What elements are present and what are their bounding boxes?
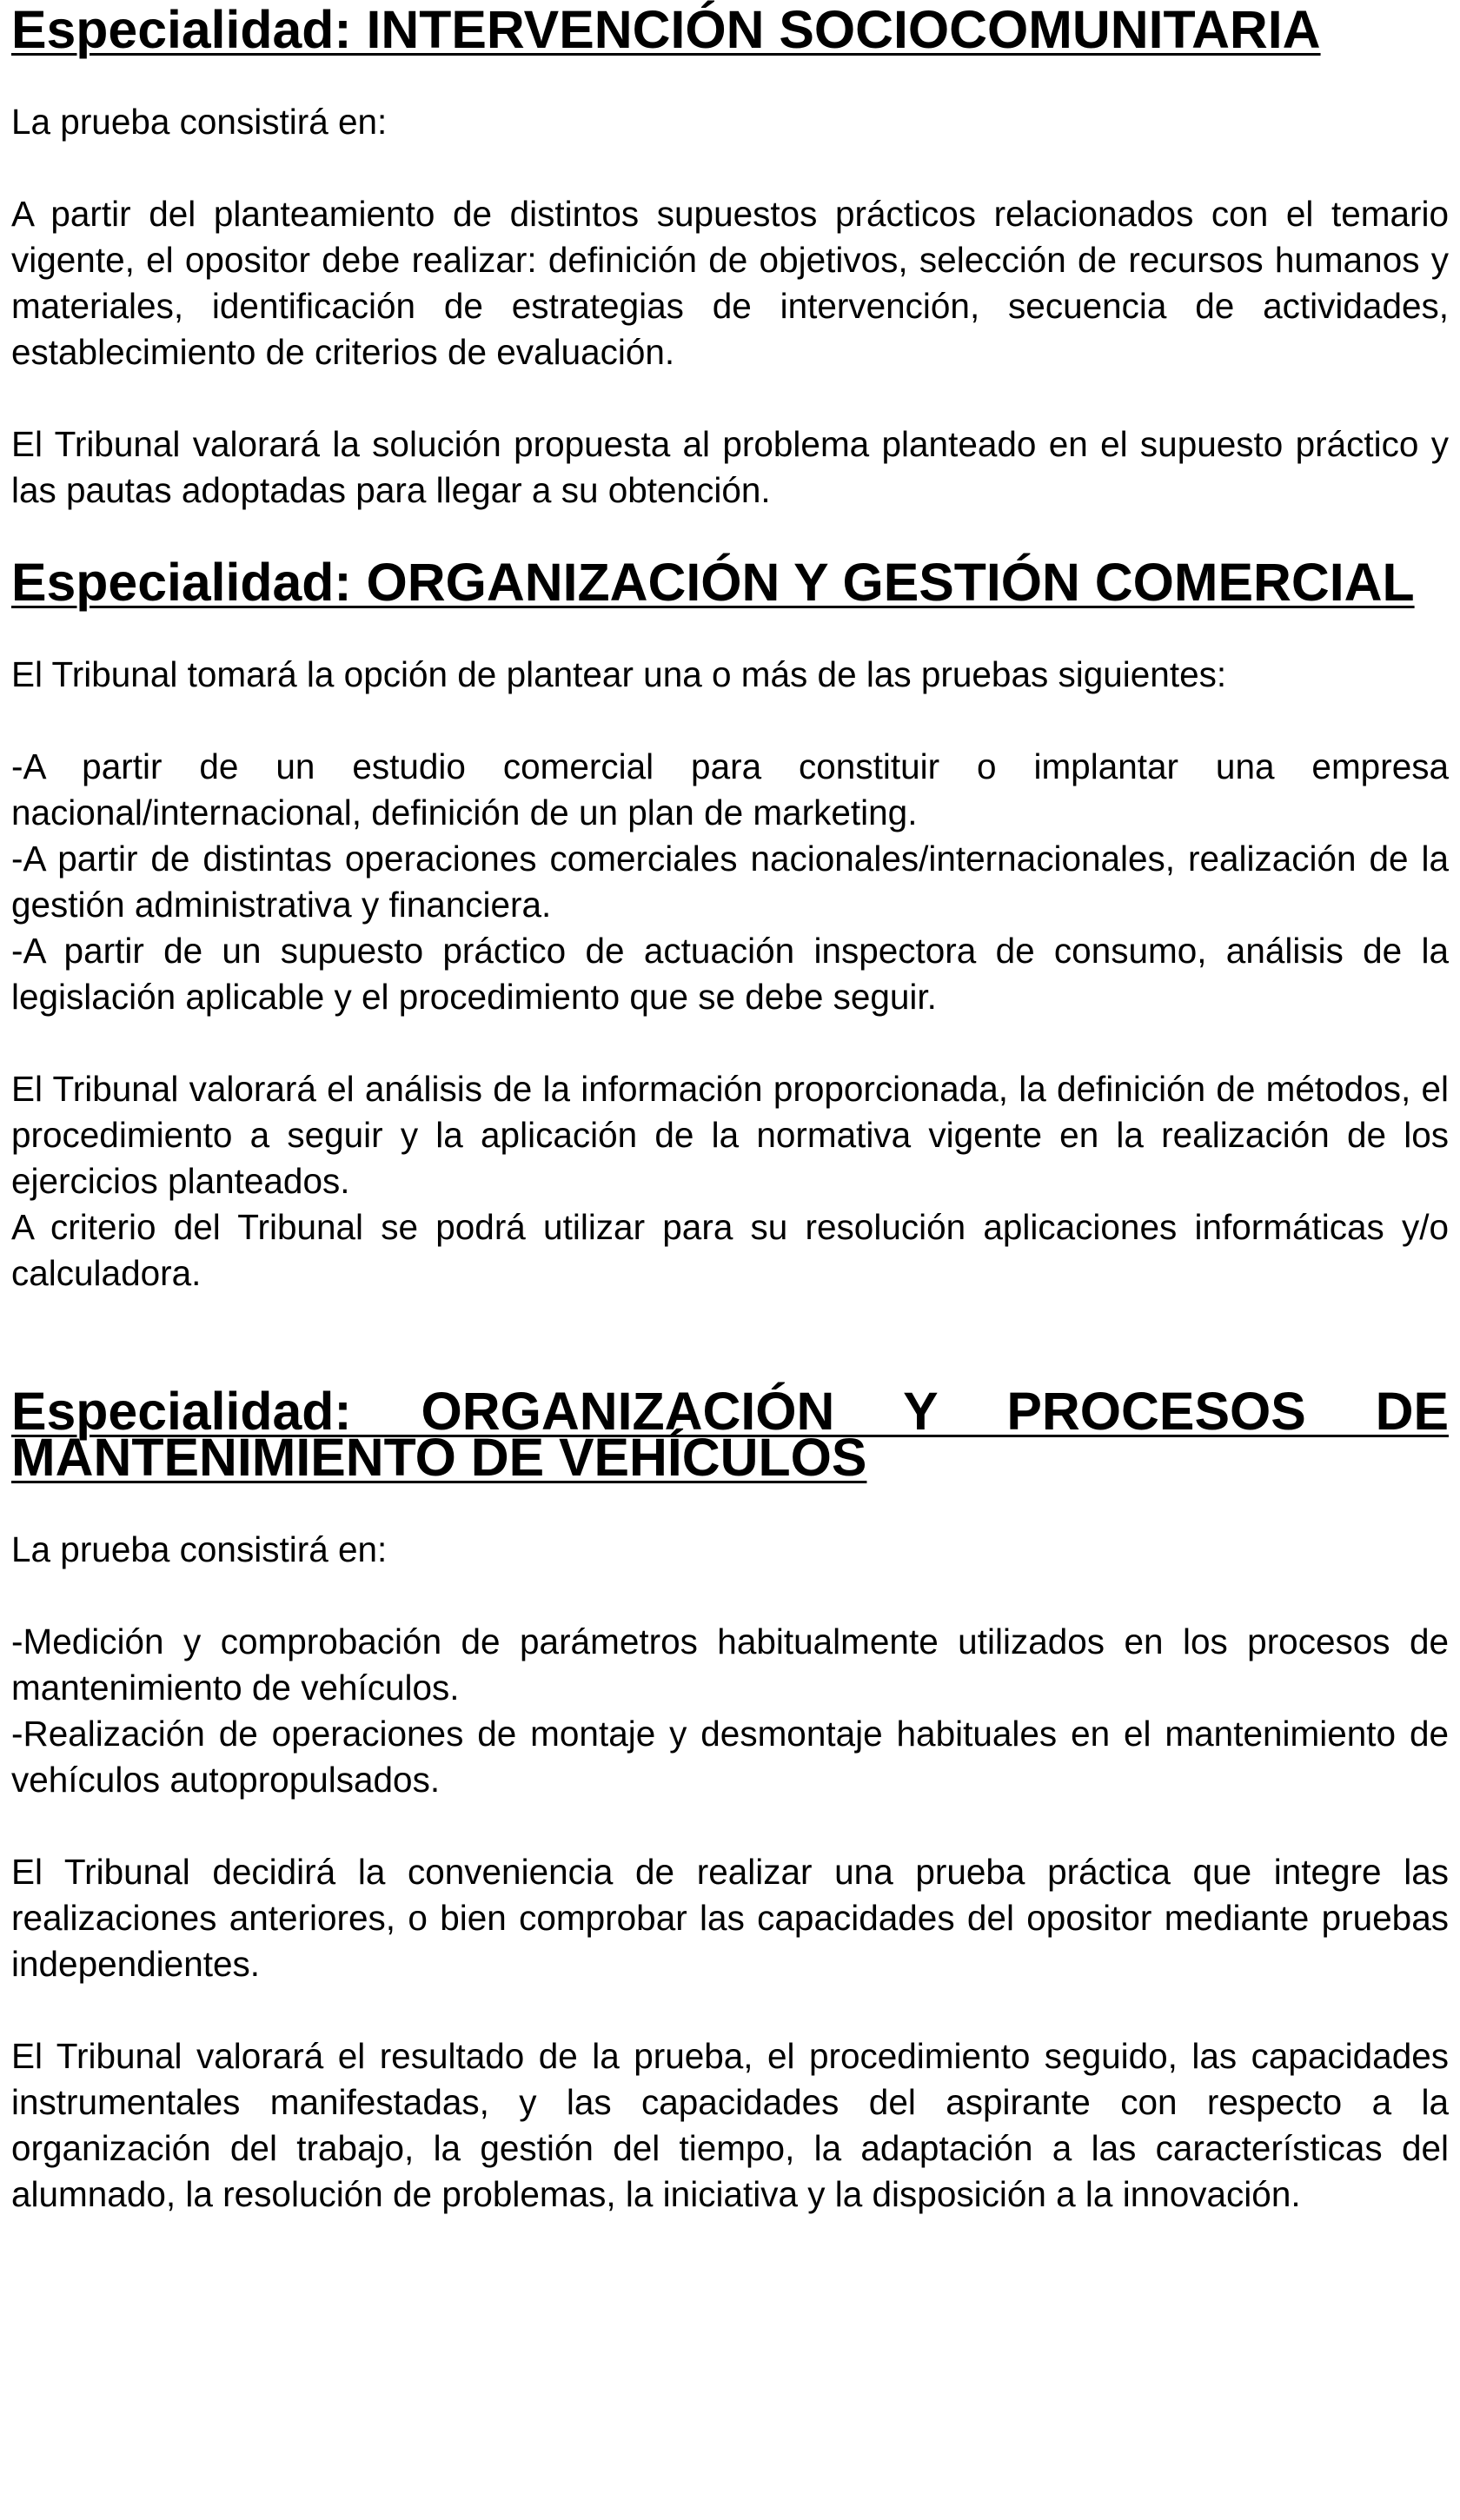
section-intro: La prueba consistirá en: [11,102,388,142]
list-item: -A partir de un estudio comercial para constituir o implantar una empresa nacional/internacional, definición de un plan de marketing. [11,746,1449,832]
section-paragraph: A partir del planteamiento de distintos supuestos prácticos relacionados con el temario vigente, el opositor debe realizar: definición de objetivos, selección de recursos humanos y materiales, identificación de estrategias de intervención, secuencia de actividades, establecimiento de criterios de evaluación. [11,194,1449,372]
list-item: -Realización de operaciones de montaje y desmontaje habituales en el mantenimiento de vehículos autopropulsados. [11,1714,1449,1800]
section-intervencion-sociocomunitaria [11,0,1449,514]
section-paragraph: El Tribunal valorará el resultado de la prueba, el procedimiento seguido, las capacidades instrumentales manifestadas, y las capacidades del aspirante con respecto a la organización del trabajo, la gestión del tiempo, la adaptación a las características del alumnado, la resolución de problemas, la iniciativa y la disposición a la innovación. [11,2036,1449,2214]
section-paragraph: El Tribunal valorará el análisis de la información proporcionada, la definición de métodos, el procedimiento a seguir y la aplicación de la normativa vigente en la realización de los ejercicios planteados. [11,1069,1449,1201]
section-organizacion-gestion-comercial [11,553,1449,1296]
list-item: -Medición y comprobación de parámetros habitualmente utilizados en los procesos de mantenimiento de vehículos. [11,1621,1449,1708]
list-item: -A partir de un supuesto práctico de actuación inspectora de consumo, análisis de la legislación aplicable y el procedimiento que se debe seguir. [11,931,1449,1017]
section-intro: El Tribunal tomará la opción de plantear una o más de las pruebas siguientes: [11,654,1227,694]
section-paragraph: A criterio del Tribunal se podrá utilizar para su resolución aplicaciones informáticas y/o calculadora. [11,1207,1449,1293]
section-heading: Especialidad: ORGANIZACIÓN Y GESTIÓN COMERCIAL [11,553,1415,612]
list-item: -A partir de distintas operaciones comerciales nacionales/internacionales, realización de la gestión administrativa y financiera. [11,839,1449,925]
section-heading: Especialidad: INTERVENCIÓN SOCIOCOMUNITARIA [11,0,1321,59]
section-paragraph: El Tribunal decidirá la conveniencia de realizar una prueba práctica que integre las realizaciones anteriores, o bien comprobar las capacidades del opositor mediante pruebas independientes. [11,1852,1449,1984]
section-intro: La prueba consistirá en: [11,1529,388,1569]
section-heading: Especialidad: ORGANIZACIÓN Y PROCESOS DE MANTENIMIENTO DE VEHÍCULOS [11,1382,1449,1487]
section-mantenimiento-vehiculos [11,1382,1449,2218]
section-paragraph: El Tribunal valorará la solución propuesta al problema planteado en el supuesto práctico y las pautas adoptadas para llegar a su obtención. [11,424,1449,510]
document-page [11,0,1449,2218]
